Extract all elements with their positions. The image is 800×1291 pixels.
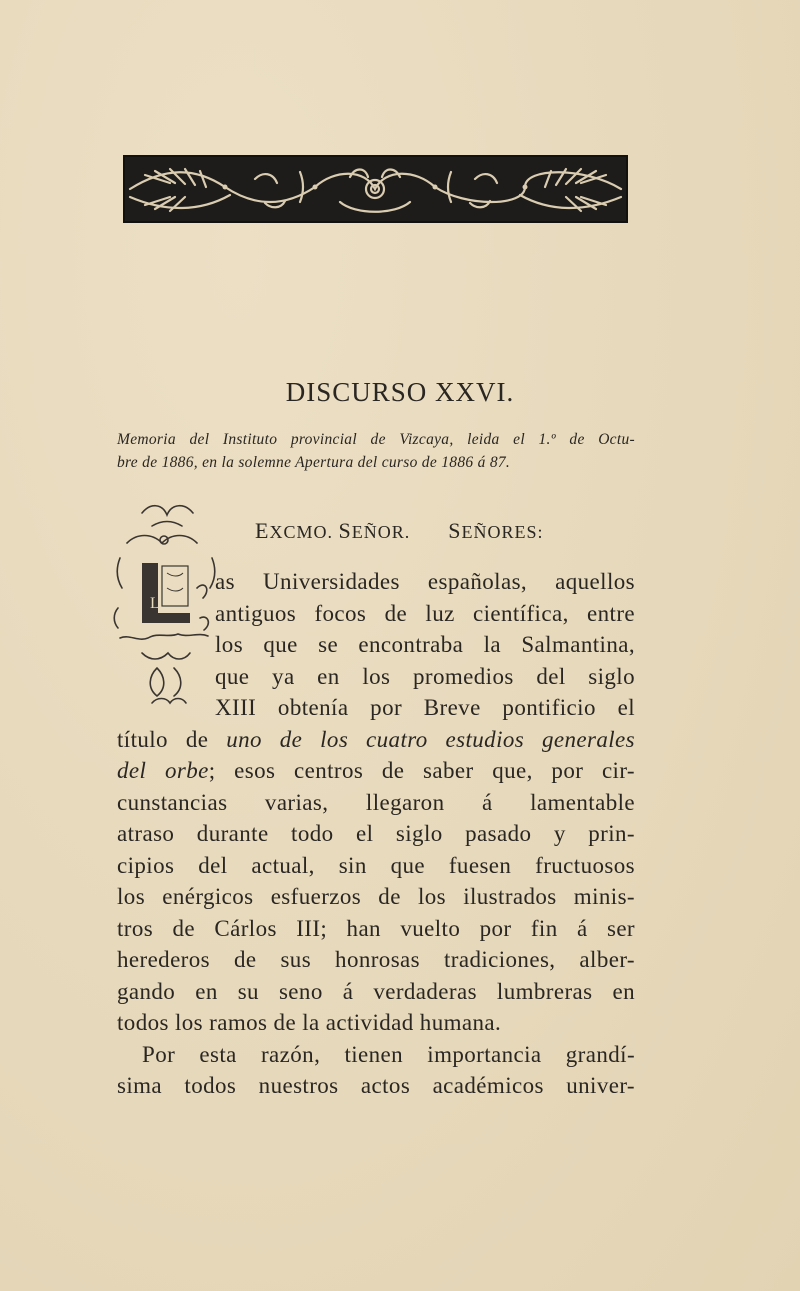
text-line: as Universidades españolas, aquellos <box>215 569 635 594</box>
text-run: título de <box>117 726 227 752</box>
text-line: XIII obtenía por Breve pontificio el <box>215 695 635 720</box>
paragraph-1-body <box>117 724 635 1102</box>
text-run: ; esos centros de saber que, por cir- <box>208 758 635 783</box>
text-line <box>117 724 635 756</box>
text-line: Por esta razón, tienen importancia grandí- <box>142 1041 635 1067</box>
text-line: cipios del actual, sin que fuesen fructuosos <box>117 852 635 878</box>
italic-text: del orbe <box>117 758 209 783</box>
text-line: los que se encontraba la Salmantina, <box>215 632 635 657</box>
text-line: atraso durante todo el siglo pasado y prin- <box>117 821 635 846</box>
text-line: que ya en los promedios del siglo <box>215 663 635 689</box>
text-line: antiguos focos de luz científica, entre <box>215 600 635 626</box>
text-line: todos los ramos de la actividad humana. <box>117 1010 502 1035</box>
text-line: tros de Cárlos III; han vuelto por fin á ser <box>117 915 635 941</box>
page-title: DISCURSO XXVI. <box>285 377 515 407</box>
text-line: gando en su seno á verdaderas lumbreras en <box>117 978 635 1004</box>
text-line: sima todos nuestros actos académicos univer- <box>117 1073 635 1098</box>
text-line <box>117 755 635 787</box>
paragraph-1-indented <box>117 566 635 724</box>
salutation-enor: EÑOR. <box>351 522 411 542</box>
text-line: los enérgicos esfuerzos de los ilustrados minis- <box>117 884 635 909</box>
salutation-xcmo: XCMO. <box>269 522 339 542</box>
salutation-e: E <box>255 518 270 543</box>
ornamental-header-banner <box>123 155 628 223</box>
subtitle-note <box>117 428 635 474</box>
subtitle-line-1: Memoria del Instituto provincial de Vizcaya, leida el 1.º de Octu- <box>117 431 635 448</box>
initial-letter-text: L <box>150 595 160 612</box>
salutation-enores: EÑORES: <box>461 522 544 542</box>
text-line: herederos de sus honrosas tradiciones, alber- <box>117 947 635 972</box>
salutation-s2: S <box>448 518 462 543</box>
floral-ornament-icon <box>125 157 626 221</box>
subtitle-line-2: bre de 1886, en la solemne Apertura del curso de 1886 á 87. <box>117 454 511 471</box>
italic-text: uno de los cuatro estudios generales <box>226 726 635 752</box>
text-line: cunstancias varias, llegaron á lamentable <box>117 789 635 815</box>
salutation <box>255 518 543 544</box>
salutation-s1: S <box>338 518 352 543</box>
